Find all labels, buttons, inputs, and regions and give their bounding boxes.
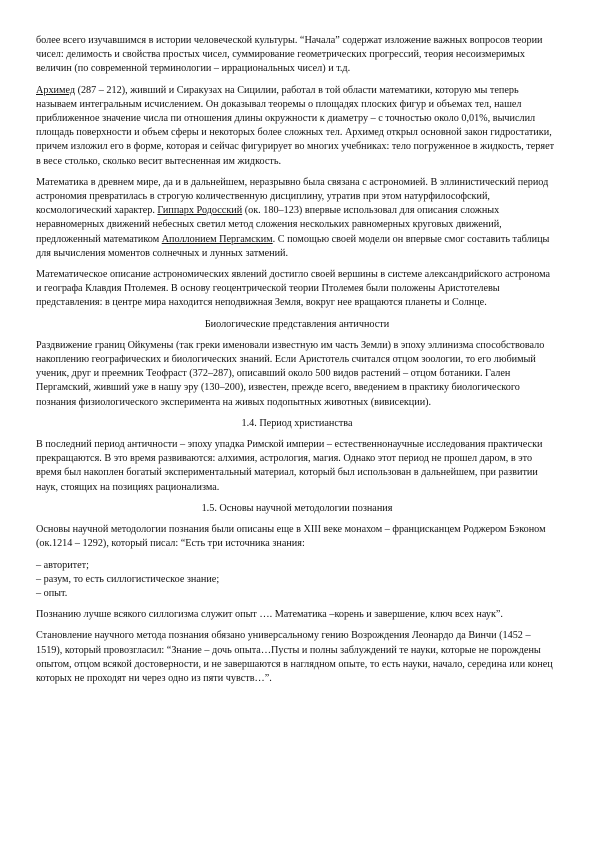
- link-archimedes[interactable]: Архимед: [36, 84, 76, 96]
- paragraph-astronomy: [36, 176, 558, 261]
- heading-methodology: 1.5. Основы научной методологии познания: [201, 502, 393, 514]
- paragraph-christianity: В последний период античности – эпоху упадка Римской империи – естественнонаучные исследования практически прекращаются. В это время развиваются: алхимия, астрология, магия. Однако этот период не прошел даром, в это время был накоплен богатый экспериментальный материал, который был использован в дальнейшем, при развитии наук, стоящих на позициях рационализма.: [36, 439, 543, 493]
- list-item: – разум, то есть силлогистическое знание;: [36, 573, 220, 585]
- heading-biology: Биологические представления античности: [204, 318, 390, 330]
- paragraph-archimedes: [36, 84, 558, 169]
- paragraph-astronomy-text-1: Математика в древнем мире, да и в дальнейшем, неразрывно была связана с астрономией. В эллинистический период астрономия превратилась в строгую количественную дисциплину, утратив при этом натурфилософский, космологический характер.: [36, 176, 549, 217]
- link-hipparchus[interactable]: Гиппарх Родосский: [157, 205, 243, 217]
- paragraph-archimedes-text: (287 – 212), живший и Сиракузах на Сицилии, работал в той области математики, которую мы теперь называем интегральным исчислением. Он доказывал теоремы о площадях плоских фигур и объемах тел, нашел приближенное значение числа пи отношения длины окружности к диаметру – с точностью около 0,01%, вычислил площадь поверхности и объем сферы и некоторых более сложных тел. Архимед открыл основной закон гидростатики, причем изложил его в форме, которая и сейчас фигурирует во многих учебниках: тело погруженное в жидкость, теряет в весе столько, сколько весит вытесненная им жидкость.: [36, 84, 555, 167]
- paragraph-ptolemy: Математическое описание астрономических явлений достигло своей вершины в системе александрийского астронома и географа Клавдия Птолемея. В основу геоцентрической теории Птолемея были положены Аристотелевы представления: в центре мира находится неподвижная Земля, вокруг нее вращаются планеты и Солнце.: [36, 269, 551, 309]
- list-item: – авторитет;: [36, 559, 89, 571]
- paragraph-biology: Раздвижение границ Ойкумены (так греки именовали известную им часть Земли) в эпоху эллинизма способствовало накоплению географических и биологических знаний. Если Аристотель считался отцом зоологии, то его любимый ученик, друг и преемник Теофраст (372–287), описавший около 500 видов растений – отцом ботаники. Гален Пергамский, живший уже в нашу эру (130–200), известен, прежде всего, введением в практику биологического познания физиологического эксперимента на живых подопытных животных (вивисекции).: [36, 339, 545, 408]
- paragraph-astronomy-text-3: . С помощью своей модели он впервые смог составить таблицы для вычисления моментов солнечных и лунных затмений.: [36, 233, 550, 259]
- knowledge-sources-list: [36, 559, 558, 602]
- paragraph-leonardo: Становление научного метода познания обязано универсальному гению Возрождения Леонардо да Винчи (1452 – 1519), который провозгласил: “Знание – дочь опыта…Пусты и полны заблуждений те науки, которые не порождены опытом, отцом всякой достоверности, и не завершаются в наглядном опыте, то есть науки, начало, середина или конец которых не проходят ни через одно из пяти чувств…”.: [36, 630, 553, 684]
- link-apollonius[interactable]: Аполлонием Пергамским: [161, 233, 273, 245]
- paragraph-bacon: Основы научной методологии познания были описаны еще в XIII веке монахом – францисканцем Роджером Бэконом (ок.1214 – 1292), который писал: “Есть три источника знания:: [36, 524, 546, 550]
- document-page: [36, 34, 558, 693]
- paragraph-bacon-quote-end: Познанию лучше всякого силлогизма служит опыт …. Математика –корень и завершение, ключ всех наук”.: [36, 609, 503, 621]
- list-item: – опыт.: [36, 587, 68, 599]
- paragraph-astronomy-text-2: (ок. 180–123) впервые использовал для описания сложных неравномерных движений небесных светил метод сложения нескольких равномерных круговых движений, предложенный математиком: [36, 205, 502, 245]
- heading-christianity: 1.4. Период христианства: [241, 417, 353, 429]
- paragraph-euclid: более всего изучавшимся в истории человеческой культуры. “Начала” содержат изложение важных вопросов теории чисел: делимость и свойства простых чисел, суммирование геометрических прогрессий, теория несоизмеримых величин (по современной терминологии – иррациональных чисел) и т.д.: [36, 35, 543, 75]
